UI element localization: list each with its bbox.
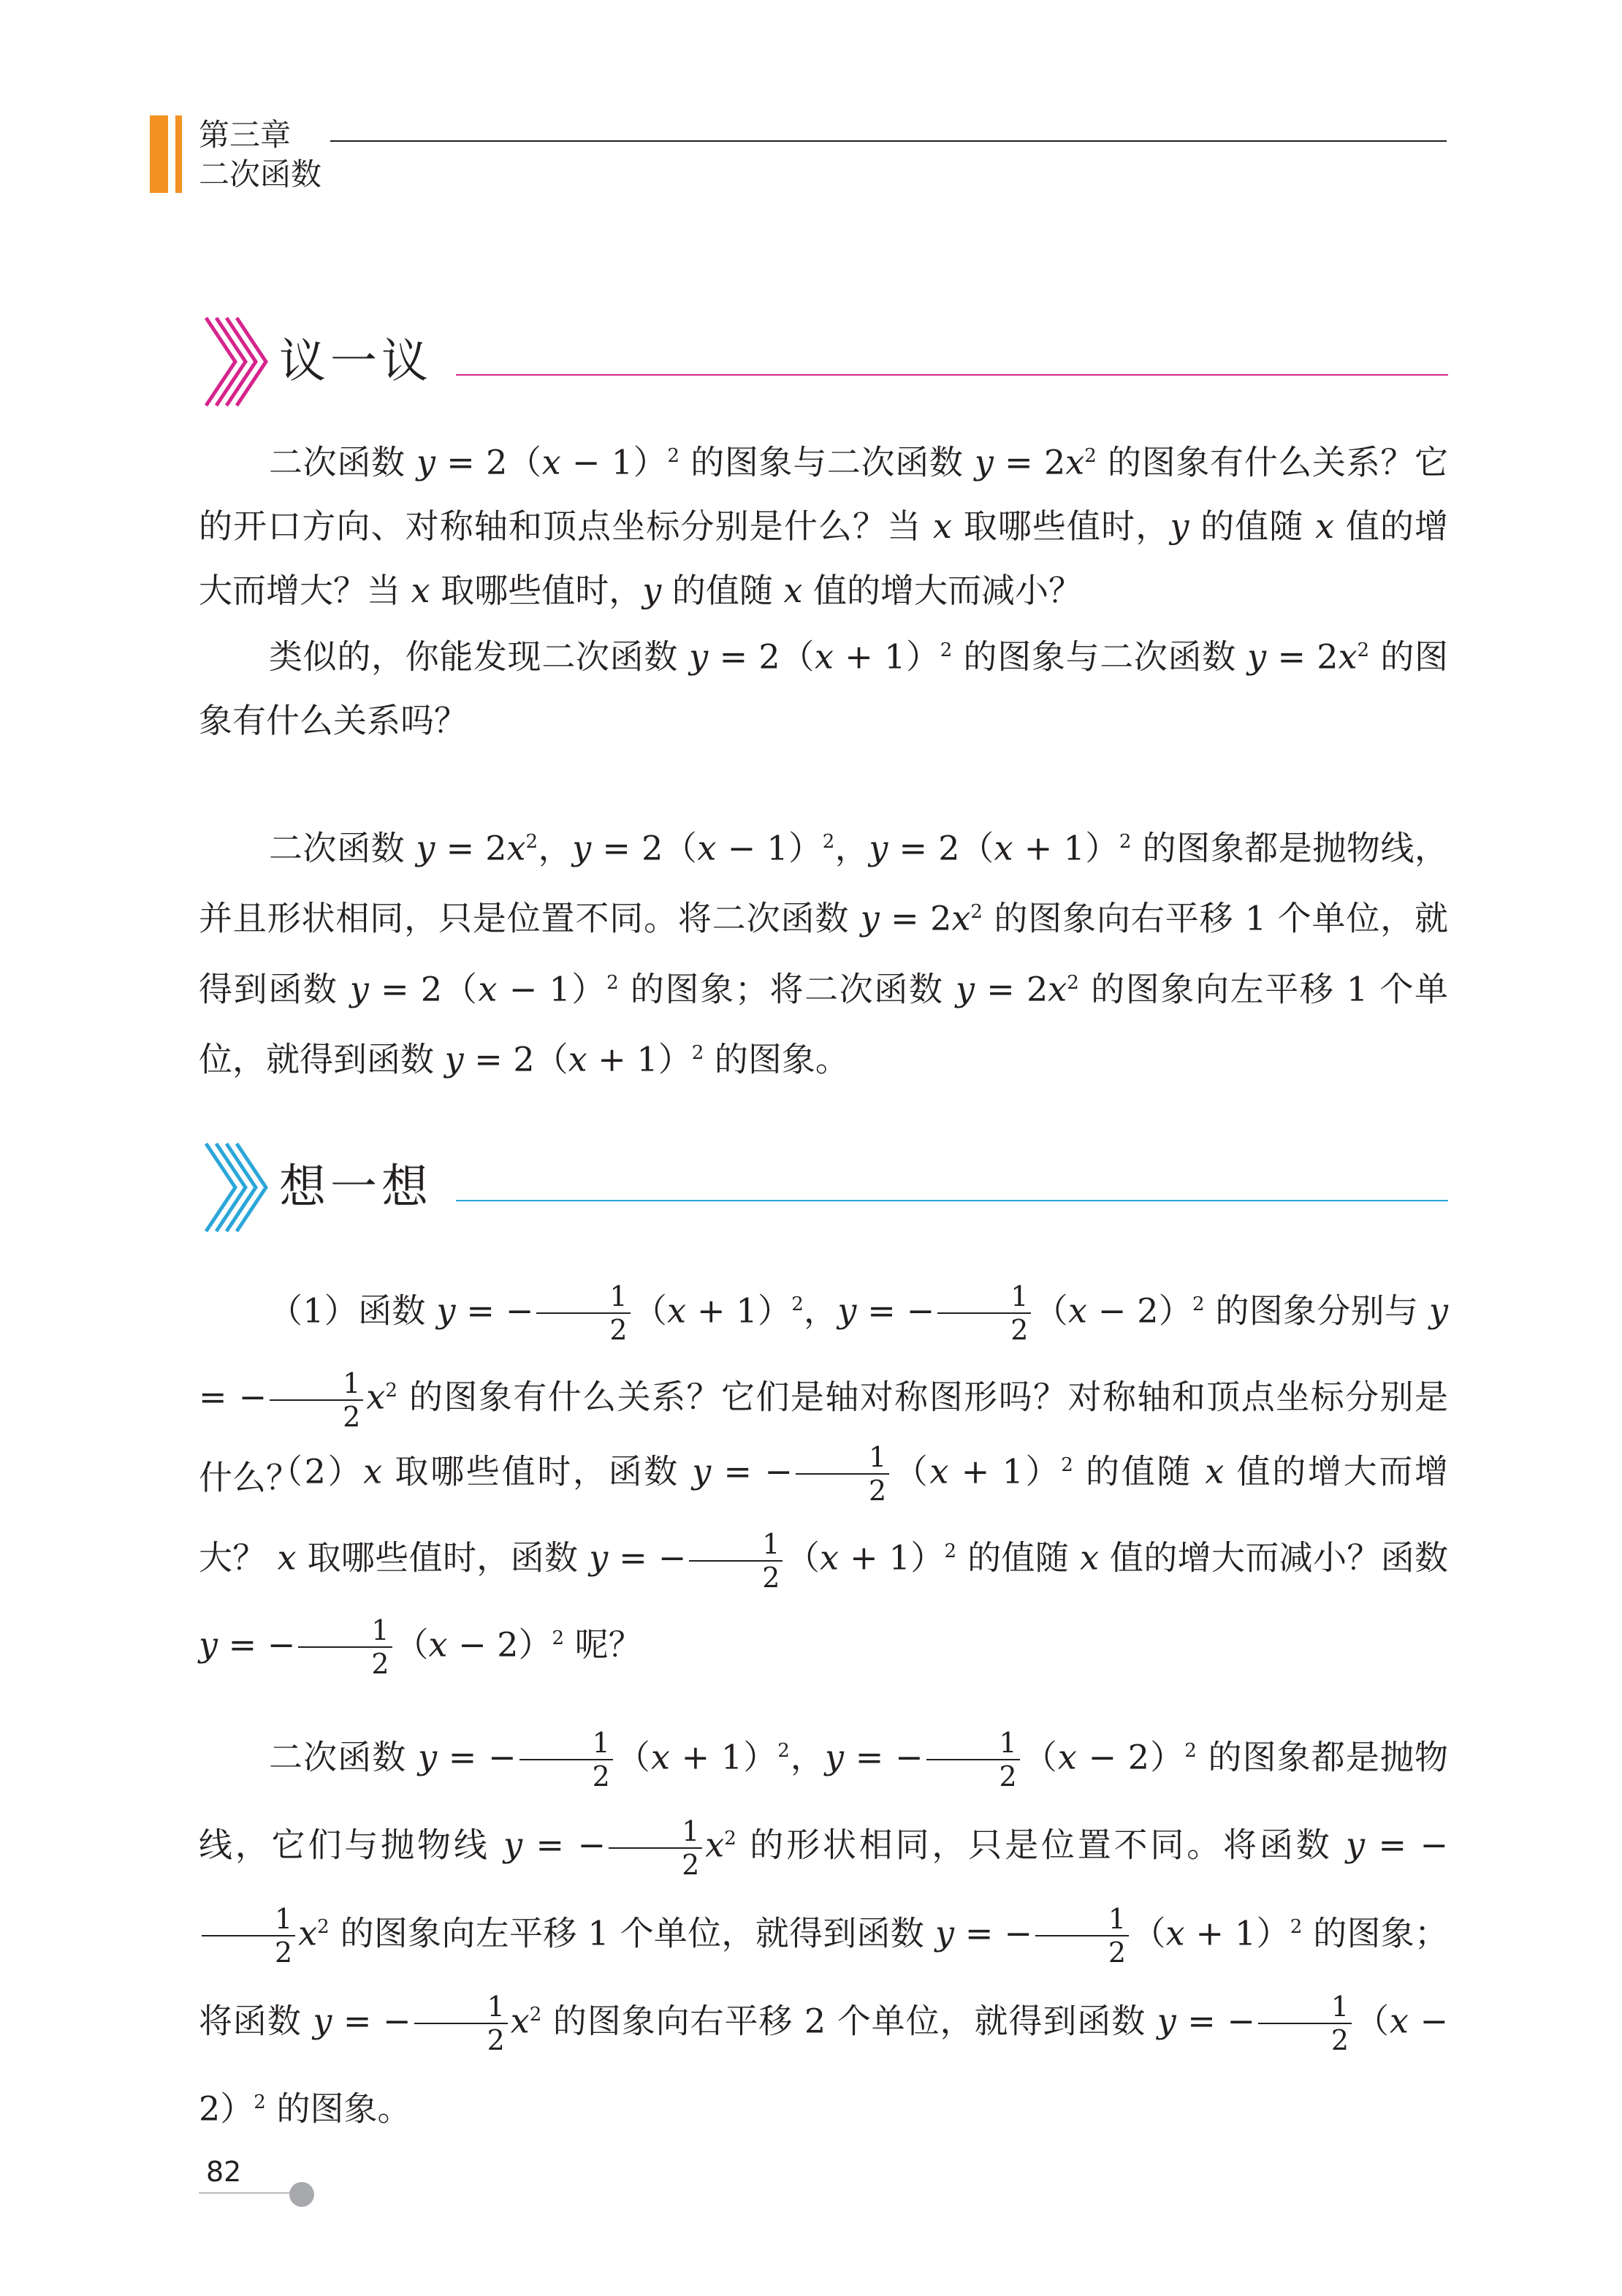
section-title-think: 想一想 [279, 1160, 433, 1214]
paragraph-think-answer: 二次函数 y = − $\frac{1}{2}$ $(x + 1)^2$，y = − $\frac{1}{2}$ $(x - 2)^2$ 的图象都是抛物线，它们与抛物线 y = − $\frac{1}{2}$ $x^2$ 的形状相同，只是位置不同。将函数 y = − $\frac{1}{2}$ $x^2$ 的图象向左平移 1 个单位，就得到函数 y = − $\frac{1}{2}$ $(x + 1)^2$ 的图象；将函数 y = − $\frac{1}{2}$ $x^2$ 的图象向右平移 2 个单位，就得到函数 y = − $\frac{1}{2}$ $(x - 2)^2$ 的图象。 [199, 1727, 1449, 2129]
paragraph-discuss-2: 类似的，你能发现二次函数 $y = 2(x + 1)^2$ 的图象与二次函数 $y = 2x^2$ 的图象有什么关系吗？ [199, 636, 1449, 741]
section-discuss-header [199, 314, 1448, 409]
page-number: 82 [206, 2156, 242, 2188]
paragraph-discuss-1: 二次函数 $y = 2(x - 1)^2$ 的图象与二次函数 $y = 2x^2$ 的图象有什么关系？它的开口方向、对称轴和顶点坐标分别是什么？当 x 取哪些值时，y 的值随 x 值的增大而增大？当 x 取哪些值时，y 的值随 x 值的增大而减小？ [199, 442, 1449, 611]
paragraph-discuss-answer: 二次函数 $y = 2x^2$，$y = 2(x - 1)^2$，$y = 2(x + 1)^2$ 的图象都是抛物线，并且形状相同，只是位置不同。将二次函数 $y = 2x^2$ 的图象向右平移 1 个单位，就得到函数 $y = 2(x - 1)^2$ 的图象；将二次函数 $y = 2x^2$ 的图象向左平移 1 个单位，就得到函数 $y = 2(x + 1)^2$ 的图象。 [199, 828, 1449, 1079]
page-dot-icon [289, 2182, 314, 2207]
page-number-rule [199, 2192, 294, 2194]
chevron-arrows-icon [199, 1140, 279, 1235]
chevron-arrows-icon [199, 314, 279, 409]
question-2: （2）x 取哪些值时，函数 y = − $\frac{1}{2}$ $(x + 1)^2$ 的值随 x 值的增大而增大？ x 取哪些值时，函数 y = − $\frac{1}{2}$ $(x + 1)^2$ 的值随 x 值的增大而减小？函数 y = − $\frac{1}{2}$ $(x - 2)^2$ 呢？ [199, 1441, 1449, 1680]
section-rule-discuss [456, 374, 1448, 376]
chapter-name: 二次函数 [199, 156, 322, 192]
section-title-discuss: 议一议 [279, 335, 433, 389]
chapter-number: 第三章 [199, 117, 292, 153]
chapter-heading [199, 115, 321, 194]
chapter-accent-bar-thin [175, 115, 182, 193]
section-think-header [199, 1140, 1448, 1235]
question-1: （1）函数 y = − $\frac{1}{2}$ $(x + 1)^2$，y = − $\frac{1}{2}$ $(x - 2)^2$ 的图象分别与 y = − $\frac{1}{2}$ $x^2$ 的图象有什么关系？它们是轴对称图形吗？对称轴和顶点坐标分别是什么？ [199, 1280, 1449, 1497]
chapter-rule [330, 140, 1447, 142]
section-rule-think [456, 1200, 1448, 1201]
chapter-accent-bar [150, 115, 168, 193]
